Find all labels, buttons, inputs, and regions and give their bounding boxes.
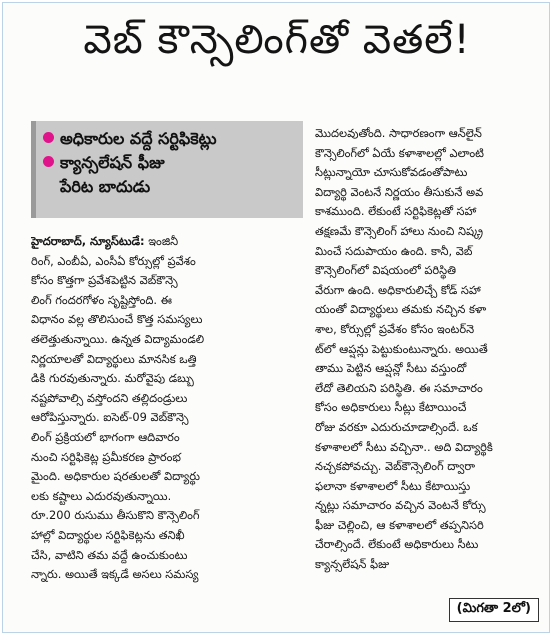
article-line: మైంది. అధికారుల షరతులతో విద్యార్థు bbox=[31, 469, 200, 484]
article-line: హాల్లో విద్యార్థుల సర్టిఫికెట్లను తనిఖీ bbox=[31, 527, 185, 542]
article-line bbox=[31, 232, 303, 252]
article-line: తలెత్తుతున్నాయి. ఉన్నత విద్యామండలి bbox=[31, 331, 205, 346]
article-line: విధానం వల్ల తొలిసుంచే కొత్త సమస్యలు bbox=[31, 312, 203, 327]
subheading-text: అధికారుల వద్దే సర్టిఫికెట్లు bbox=[60, 129, 217, 148]
article-line: రింగ్, ఎంబీఏ, ఎంసీఏ కోర్సుల్లో ప్రవేశం bbox=[31, 253, 196, 268]
article-line: రూ.200 రుసుము తీసుకొని కౌన్సెలింగ్ bbox=[31, 508, 200, 523]
article-line: న్నట్లు సమాచారం వచ్చిన వెంటనే కోర్సు bbox=[315, 498, 486, 513]
article-line: కోసం అధికారులు సీట్లు కేటాయించే bbox=[315, 400, 467, 415]
article-line: వేరుగా ఉంది. అధికారులిచ్చే కోడ్ సహా bbox=[315, 282, 481, 297]
article-line: ఆరోపిస్తున్నారు. ఐసెట్-09 వెబ్‌కౌన్సె bbox=[31, 410, 189, 425]
newspaper-clipping bbox=[2, 2, 550, 633]
article-line: క్యాన్సలేషన్ ఫీజు bbox=[315, 557, 390, 572]
article-line: నిర్ణయాలతో విద్యార్థులు మానసిక ఒత్తి bbox=[31, 351, 197, 366]
article-line: ఫీజు చెల్లించి, ఆ కళాశాలలో తప్పనిసరి bbox=[315, 517, 484, 532]
article-line: కాశముంది. లేకుంటే సర్టిఫికెట్లతో సహా bbox=[315, 204, 477, 219]
article-line: విద్యార్థి వెంటనే నిర్ణయం తీసుకునే అవ bbox=[315, 184, 484, 199]
article-text: ఇంజినీ bbox=[148, 234, 179, 248]
article-line: లకు కష్టాలు ఎదురవుతున్నాయి. bbox=[31, 488, 172, 503]
article-line: న్నారు. అయితే ఇక్కడే అసలు సమస్య bbox=[31, 567, 199, 582]
article-line: చేసి, వాటిని తమ వద్దే ఉంచుకుంటు bbox=[31, 547, 188, 562]
article-line: సీట్లున్నాయో చూసుకోవడంతోపాటు bbox=[315, 165, 468, 180]
article-line: ఫలానా కళాశాలలో సీటు కేటాయిస్తు bbox=[315, 478, 471, 493]
subheading-text: పేరిట బాదుడు bbox=[60, 177, 151, 196]
article-line: మొదలవుతోంది. సాధారణంగా ఆన్‌లైన్ bbox=[315, 126, 482, 140]
article-line: తాము పెట్టిన ఆప్షన్లో సీటు వస్తుందో bbox=[315, 361, 467, 376]
subheading-line bbox=[43, 151, 297, 175]
article-line: లింగ్ గందరగోళం సృష్టిస్తోంది. ఈ bbox=[31, 292, 172, 307]
article-line: లింగ్ ప్రక్రియలో భాగంగా ఆదివారం bbox=[31, 429, 180, 444]
article-line: డికి గురవుతున్నారు. మరోవైపు డబ్బు bbox=[31, 371, 194, 386]
article-column-right bbox=[315, 124, 539, 632]
article-line: నుంచి సర్టిఫికెట్ల ప్రమీకరణ ప్రారంభ bbox=[31, 449, 181, 464]
article-line: చేరాల్సిందే. లేకుంటే అధికారులు సీటు bbox=[315, 537, 479, 552]
subheading-text: క్యాన్సలేషన్ ఫీజు bbox=[60, 153, 165, 172]
subheading-box bbox=[31, 121, 303, 218]
continued-on-page-label: (మిగతా 2లో) bbox=[449, 598, 539, 622]
article-line: తక్షణమే కౌన్సెలింగ్ హాలు నుంచి నిష్క్ర bbox=[315, 223, 484, 238]
article-line: రోజు వరకూ ఎదురుచూడాల్సిందే. ఒక bbox=[315, 419, 478, 434]
bullet-icon bbox=[43, 156, 54, 167]
article-line: నష్టపోవాల్సి వస్తోందని తల్లిదండ్రులు bbox=[31, 390, 188, 405]
article-line: లేదో తెలియని పరిస్థితి. ఈ సమాచారం bbox=[315, 380, 483, 395]
subheading-line bbox=[43, 127, 297, 151]
article-line: మించే సదుపాయం ఉంది. కానీ, వెబ్ bbox=[315, 243, 473, 258]
article-line: కళాశాలలో సీటు వచ్చినా.. అది విద్యార్థికి bbox=[315, 439, 493, 454]
article-line: యంతో విద్యార్థులు తమకు నచ్చిన కళా bbox=[315, 302, 487, 317]
article-line: కౌన్సెలింగ్‌లో ఏయే కళాశాలల్లో ఎలాంటి bbox=[315, 145, 484, 160]
bullet-icon bbox=[43, 132, 54, 143]
article-line: నచ్చకపోవచ్చు. వెబ్‌కౌన్సెలింగ్ ద్వారా bbox=[315, 459, 476, 474]
article-column-left bbox=[31, 232, 303, 632]
article-line: కోసం కొత్తగా ప్రవేశపెట్టిన వెబ్‌కౌన్సె bbox=[31, 273, 178, 288]
article-line: కౌన్సెలింగ్‌లో విషయంలో పరిస్థితి bbox=[315, 263, 457, 278]
dateline: హైదరాబాద్, న్యూస్‌టుడే: bbox=[31, 234, 145, 248]
subheading-line bbox=[43, 175, 297, 199]
headline: వెబ్ కౌన్సెలింగ్‌తో వెతలే! bbox=[83, 17, 471, 63]
article-line: శాల, కోర్సుల్లో ప్రవేశం కోసం ఇంటర్‌నె bbox=[315, 321, 475, 336]
subheading-accent-bar bbox=[31, 121, 36, 218]
article-line: ట్‌లో ఆప్షన్లు పెట్టుకుంటున్నారు. అయితే bbox=[315, 341, 488, 356]
